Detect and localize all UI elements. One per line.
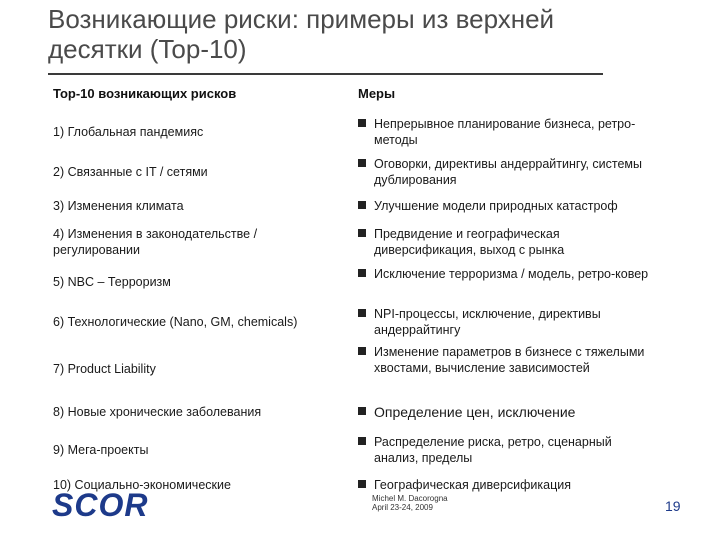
square-bullet-icon — [358, 269, 366, 277]
measure-item — [358, 306, 658, 338]
measure-item — [358, 116, 658, 148]
measures-column-header: Меры — [358, 86, 396, 101]
measure-text: Непрерывное планирование бизнеса, ретро-методы — [374, 117, 636, 147]
risk-label: 9) Мега-проекты — [53, 443, 149, 457]
square-bullet-icon — [358, 119, 366, 127]
measure-item — [358, 477, 658, 493]
measure-text: NPI-процессы, исключение, директивы андеррайтингу — [374, 307, 601, 337]
title-line-2: десятки (Top-10) — [48, 34, 247, 64]
measure-text: Предвидение и географическая диверсификация, выход с рынка — [374, 227, 565, 257]
square-bullet-icon — [358, 480, 366, 488]
square-bullet-icon — [358, 309, 366, 317]
page-number: 19 — [665, 498, 681, 514]
square-bullet-icon — [358, 347, 366, 355]
square-bullet-icon — [358, 437, 366, 445]
risk-label: 8) Новые хронические заболевания — [53, 405, 262, 419]
measure-text: Изменение параметров в бизнесе с тяжелыми хвостами, вычисление зависимостей — [374, 345, 645, 375]
risk-label: 10) Социально-экономические — [53, 478, 231, 492]
risk-label: 5) NBC – Терроризм — [53, 275, 171, 289]
risk-label: 6) Технологические (Nano, GM, chemicals) — [53, 315, 298, 329]
measure-text: Улучшение модели природных катастроф — [374, 199, 618, 213]
square-bullet-icon — [358, 229, 366, 237]
risk-label: 3) Изменения климата — [53, 199, 184, 213]
measure-item — [358, 226, 658, 258]
risk-label: 1) Глобальная пандемияс — [53, 125, 204, 139]
title-line-1: Возникающие риски: примеры из верхней — [48, 4, 555, 34]
title-divider — [48, 73, 603, 75]
measure-text: Исключение терроризма / модель, ретро-ковер — [374, 267, 649, 281]
measure-text: Оговорки, директивы андеррайтингу, системы дублирования — [374, 157, 643, 187]
square-bullet-icon — [358, 201, 366, 209]
square-bullet-icon — [358, 159, 366, 167]
scor-logo: SCOR — [52, 487, 149, 523]
measure-item — [358, 434, 658, 466]
risk-label: 2) Связанные с IT / сетями — [53, 165, 208, 179]
footer-date: April 23-24, 2009 — [372, 503, 433, 512]
measure-item — [358, 344, 658, 376]
measure-item — [358, 156, 658, 188]
measure-item — [358, 266, 658, 282]
measure-text: Распределение риска, ретро, сценарный анализ, пределы — [374, 435, 612, 465]
risks-column-header: Top-10 возникающих рисков — [53, 86, 237, 101]
measure-item — [358, 198, 658, 214]
slide-title — [48, 4, 708, 64]
risk-label: 7) Product Liability — [53, 362, 156, 376]
square-bullet-icon — [358, 407, 366, 415]
measure-text: Определение цен, исключение — [374, 404, 576, 420]
footer-author: Michel M. Dacorogna — [372, 494, 448, 503]
measure-item — [358, 404, 658, 420]
risk-label: 4) Изменения в законодательстве / регулировании — [53, 227, 258, 257]
measure-text: Географическая диверсификация — [374, 478, 572, 492]
